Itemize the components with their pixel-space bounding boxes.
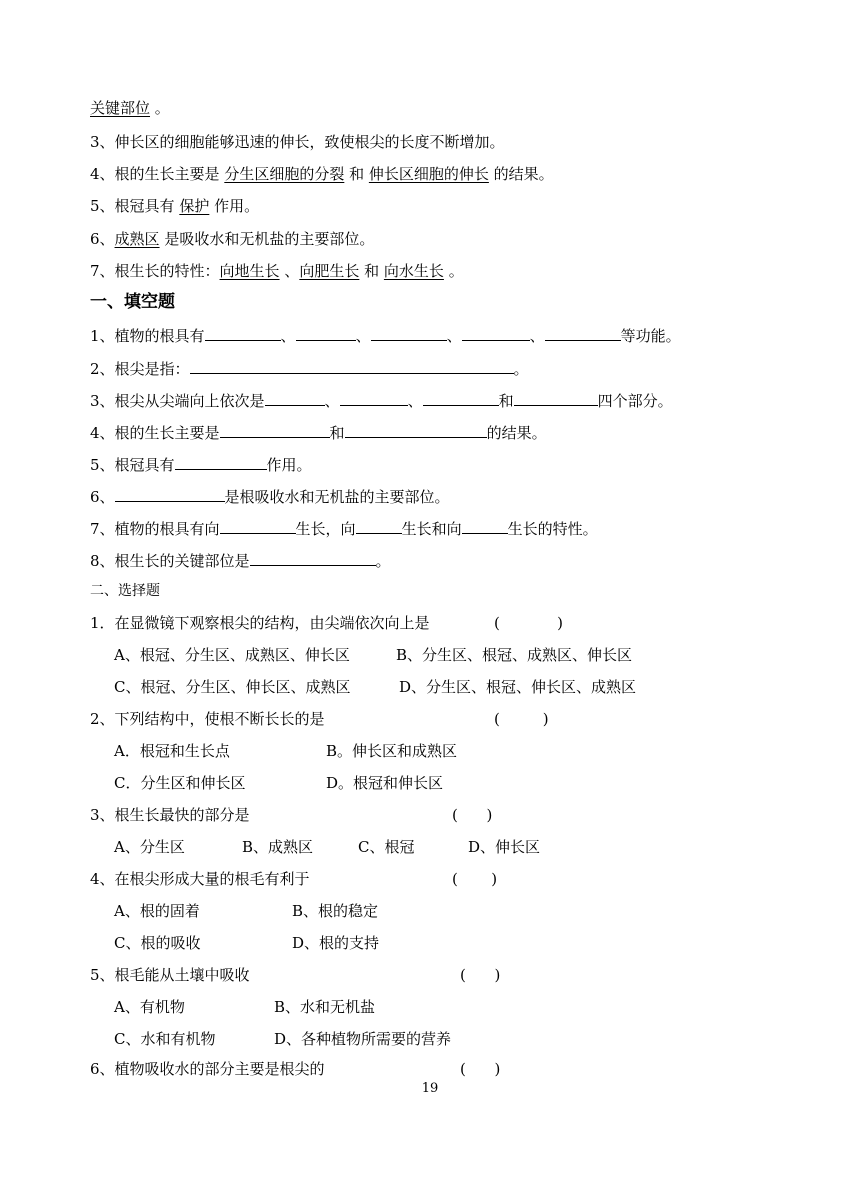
option-d: D、各种植物所需要的营养 [274,1030,452,1048]
option-c: C、水和有机物 [114,1030,216,1048]
option-b: B、根的稳定 [292,902,379,920]
fill-question-6: 6、 是根吸收水和无机盐的主要部位。 [90,485,450,505]
choice-question-1: 1．在显微镜下观察根尖的结构，由尖端依次向上是 [90,614,430,632]
answer-paren: ( ) [452,870,498,888]
choice-question-6: 6、植物吸收水的部分主要是根尖的 [90,1060,325,1078]
section-title-fill-blank: 一、填空题 [90,292,175,312]
option-b: B、水和无机盐 [274,998,376,1016]
fill-question-4: 4、根的生长主要是 和 的结果。 [90,421,547,441]
option-d: D。根冠和伸长区 [326,774,444,792]
choice-question-5: 5、根毛能从土壤中吸收 [90,966,250,984]
option-c: C．分生区和伸长区 [114,774,246,792]
answer-line-2: 3、伸长区的细胞能够迅速的伸长，致使根尖的长度不断增加。 [90,133,505,151]
fill-question-8: 8、根生长的关键部位是 。 [90,549,391,569]
section-title-choice: 二、选择题 [90,583,160,599]
answer-paren: ( ) [494,710,549,728]
answer-line-4: 5、根冠具有 保护 作用。 [90,197,260,215]
choice-question-4: 4、在根尖形成大量的根毛有利于 [90,870,310,888]
option-b: B。伸长区和成熟区 [326,742,458,760]
option-d: D、根的支持 [292,934,380,952]
option-b: B、成熟区 [242,838,314,856]
answer-line-1: 关键部位 。 [90,99,170,117]
fill-question-2: 2、根尖是指： 。 [90,357,529,377]
answer-line-6: 7、根生长的特性：向地生长 、向肥生长 和 向水生长 。 [90,262,464,280]
fill-question-1: 1、植物的根具有 、 、 、 、 等功能。 [90,324,681,344]
option-c: C、根冠 [358,838,415,856]
option-a: A．根冠和生长点 [114,742,230,760]
option-d: D、伸长区 [468,838,541,856]
choice-question-2: 2、下列结构中，使根不断长长的是 [90,710,325,728]
fill-question-5: 5、根冠具有 作用。 [90,453,312,473]
answer-line-3: 4、根的生长主要是 分生区细胞的分裂 和 伸长区细胞的伸长 的结果。 [90,165,554,183]
option-a: A、有机物 [114,998,185,1016]
fill-question-7: 7、植物的根具有向 生长，向 生长和向 生长的特性。 [90,517,598,537]
answer-paren: ( ) [460,1060,501,1078]
answer-line-5: 6、成熟区 是吸收水和无机盐的主要部位。 [90,230,375,248]
option-d: D、分生区、根冠、伸长区、成熟区 [399,678,637,696]
answer-paren: ( ) [460,966,501,984]
page-number: 19 [421,1081,439,1096]
option-a: A、根冠、分生区、成熟区、伸长区 [114,646,350,664]
answer-paren: ( ) [452,806,493,824]
option-c: C、根的吸收 [114,934,201,952]
option-c: C、根冠、分生区、伸长区、成熟区 [114,678,351,696]
answer-underlined: 关键部位 [90,99,151,117]
option-a: A、根的固着 [114,902,200,920]
fill-question-3: 3、根尖从尖端向上依次是 、 、 和 四个部分。 [90,389,673,409]
option-a: A、分生区 [114,838,185,856]
option-b: B、分生区、根冠、成熟区、伸长区 [396,646,633,664]
choice-question-3: 3、根生长最快的部分是 [90,806,250,824]
answer-paren: ( ) [494,614,563,632]
